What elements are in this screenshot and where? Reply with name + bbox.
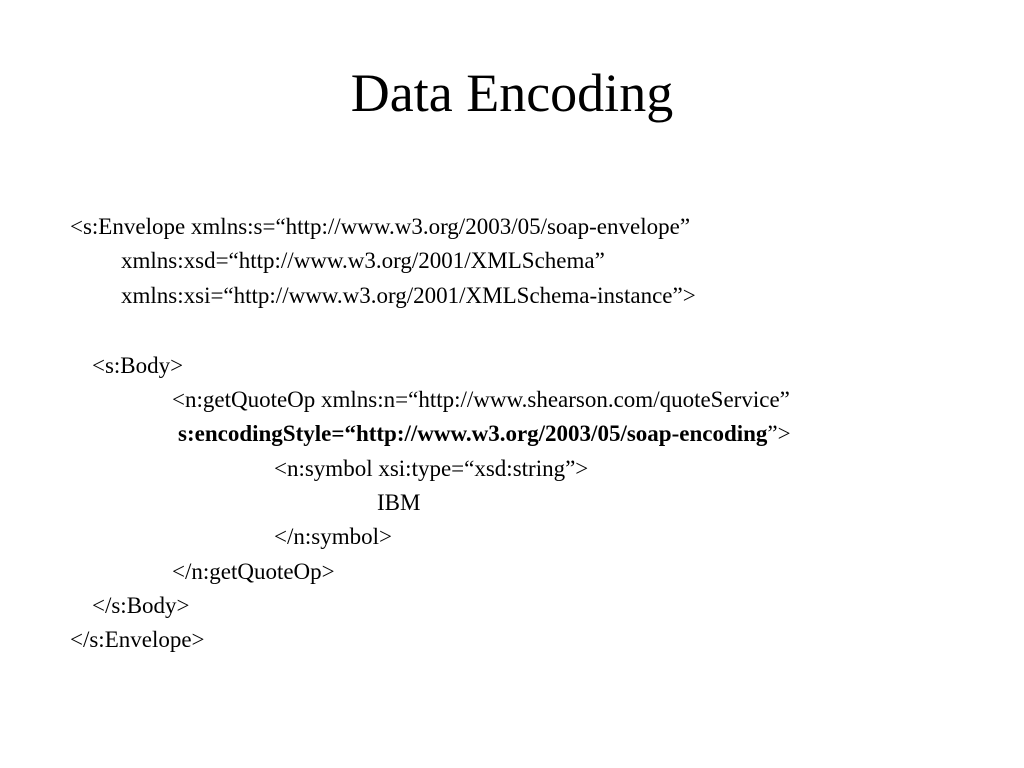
code-line-body-open: <s:Body> [92, 353, 184, 378]
code-line-body-close: </s:Body> [92, 593, 190, 618]
code-line-getquoteop-close: </n:getQuoteOp> [172, 559, 335, 584]
code-line-getquoteop-open: <n:getQuoteOp xmlns:n=“http://www.shearson.com/quoteService” [172, 387, 790, 412]
code-line-envelope-open: <s:Envelope xmlns:s=“http://www.w3.org/2003/05/soap-envelope” [70, 214, 691, 239]
code-line-xmlns-xsd: xmlns:xsd=“http://www.w3.org/2001/XMLSchema” [121, 248, 605, 273]
code-line-symbol-open: <n:symbol xsi:type=“xsd:string”> [274, 456, 589, 481]
encoding-style-close: ”> [767, 421, 791, 446]
code-line-xmlns-xsi: xmlns:xsi=“http://www.w3.org/2001/XMLSchema-instance”> [121, 283, 696, 308]
code-line-symbol-close: </n:symbol> [274, 524, 392, 549]
code-line-symbol-value: IBM [377, 490, 421, 515]
encoding-style-bold: s:encodingStyle=“http://www.w3.org/2003/05/soap-encoding [178, 421, 768, 446]
code-line-encoding-style [178, 419, 791, 449]
code-line-envelope-close: </s:Envelope> [70, 627, 205, 652]
slide-title: Data Encoding [350, 63, 674, 123]
